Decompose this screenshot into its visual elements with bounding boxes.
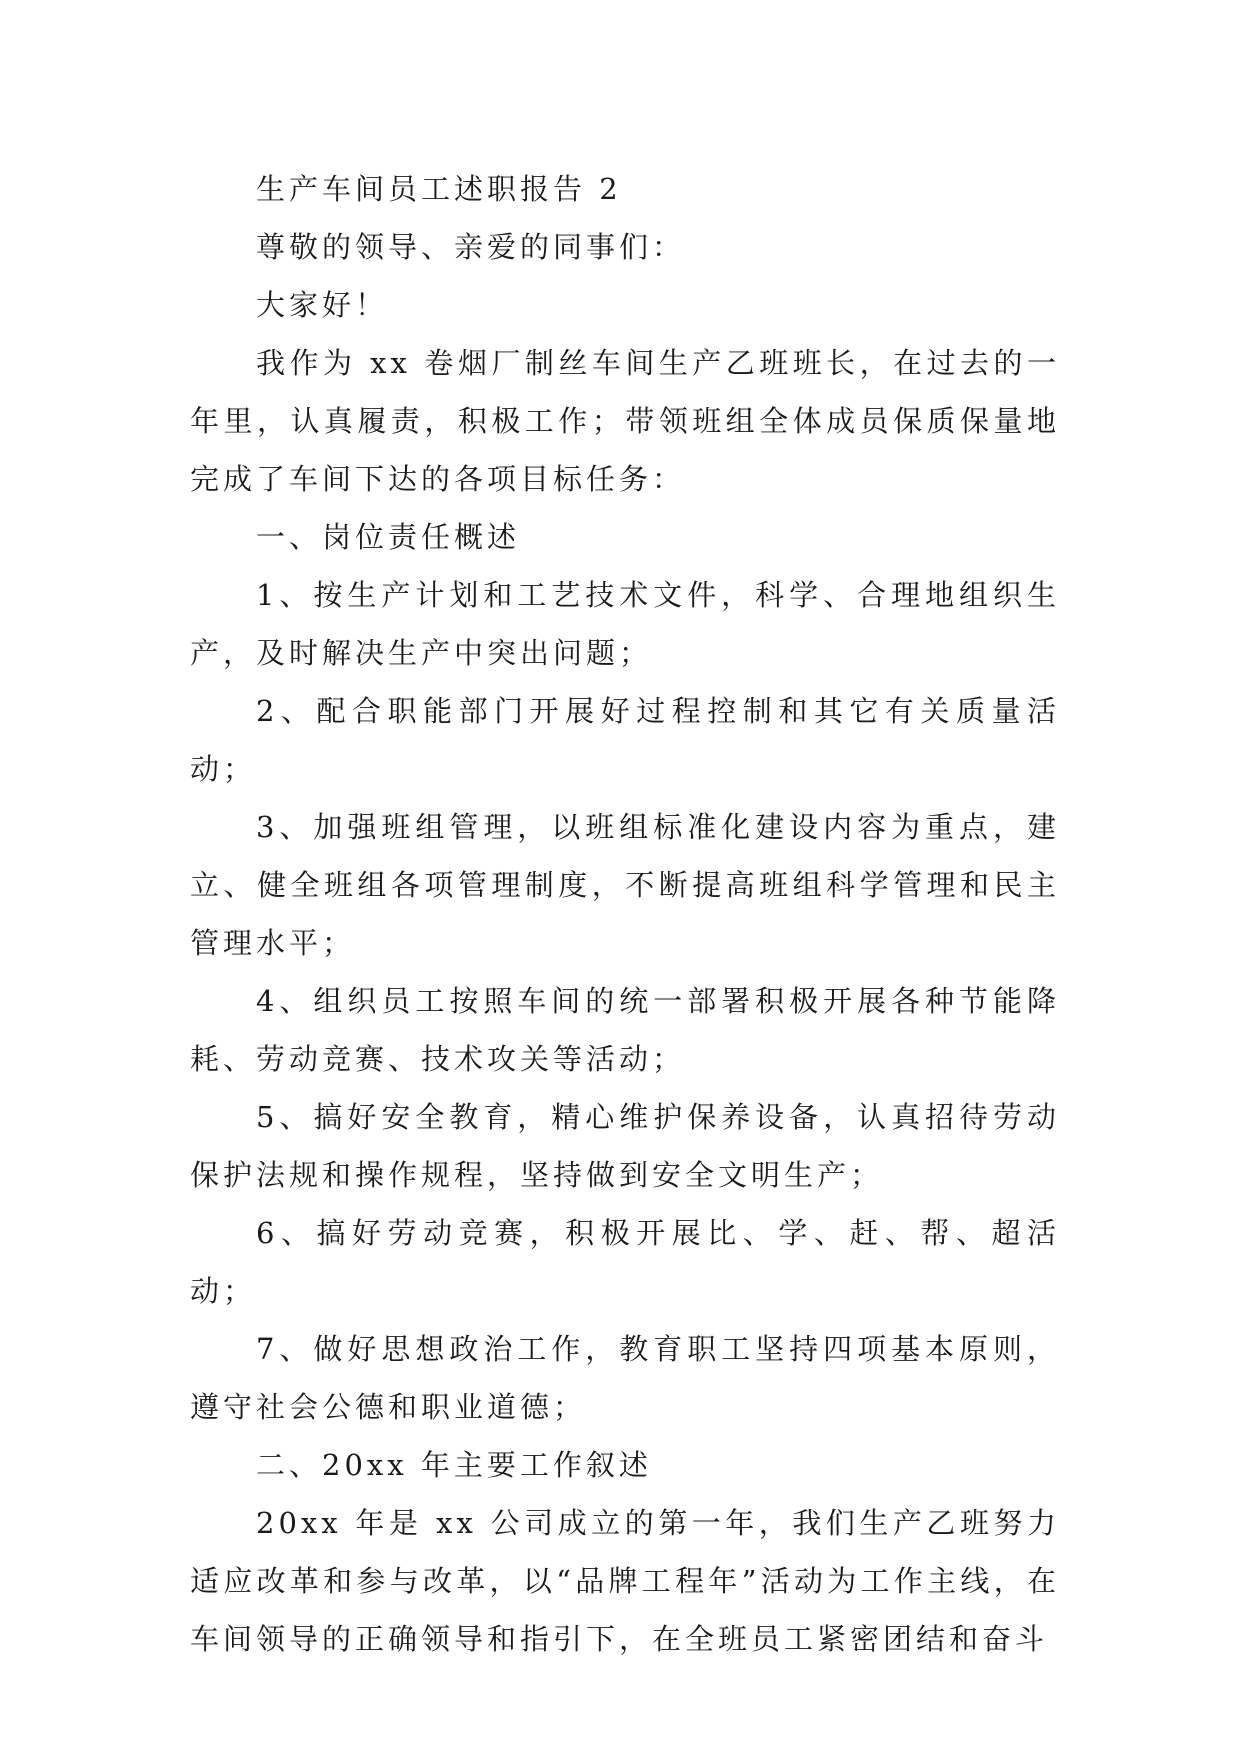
greeting: 大家好！ — [256, 288, 389, 322]
list-item: 5、搞好安全教育，精心维护保养设备，认真招待劳动保护法规和操作规程，坚持做到安全文明生产； — [190, 1100, 1060, 1192]
list-item: 4、组织员工按照车间的统一部署积极开展各种节能降耗、劳动竞赛、技术攻关等活动； — [190, 984, 1060, 1076]
list-item: 3、加强班组管理，以班组标准化建设内容为重点，建立、健全班组各项管理制度，不断提高班组科学管理和民主管理水平； — [190, 810, 1060, 960]
body-paragraph: 20xx 年是 xx 公司成立的第一年，我们生产乙班努力适应改革和参与改革，以“品牌工程年”活动为工作主线，在车间领导的正确领导和指引下，在全班员工紧密团结和奋斗 — [190, 1506, 1060, 1656]
document-title: 生产车间员工述职报告 2 — [256, 172, 622, 206]
section-heading-1: 一、岗位责任概述 — [256, 520, 521, 554]
section-heading-2: 二、20xx 年主要工作叙述 — [256, 1448, 652, 1482]
list-item: 2、配合职能部门开展好过程控制和其它有关质量活动； — [190, 694, 1060, 786]
intro-paragraph: 我作为 xx 卷烟厂制丝车间生产乙班班长，在过去的一年里，认真履责，积极工作；带领班组全体成员保质保量地完成了车间下达的各项目标任务： — [190, 346, 1060, 496]
document-body — [190, 160, 1060, 1668]
list-item: 6、搞好劳动竞赛，积极开展比、学、赶、帮、超活动； — [190, 1216, 1060, 1308]
salutation: 尊敬的领导、亲爱的同事们： — [256, 230, 686, 264]
list-item: 7、做好思想政治工作，教育职工坚持四项基本原则，遵守社会公德和职业道德； — [190, 1332, 1060, 1424]
list-item: 1、按生产计划和工艺技术文件，科学、合理地组织生产，及时解决生产中突出问题； — [190, 578, 1060, 670]
